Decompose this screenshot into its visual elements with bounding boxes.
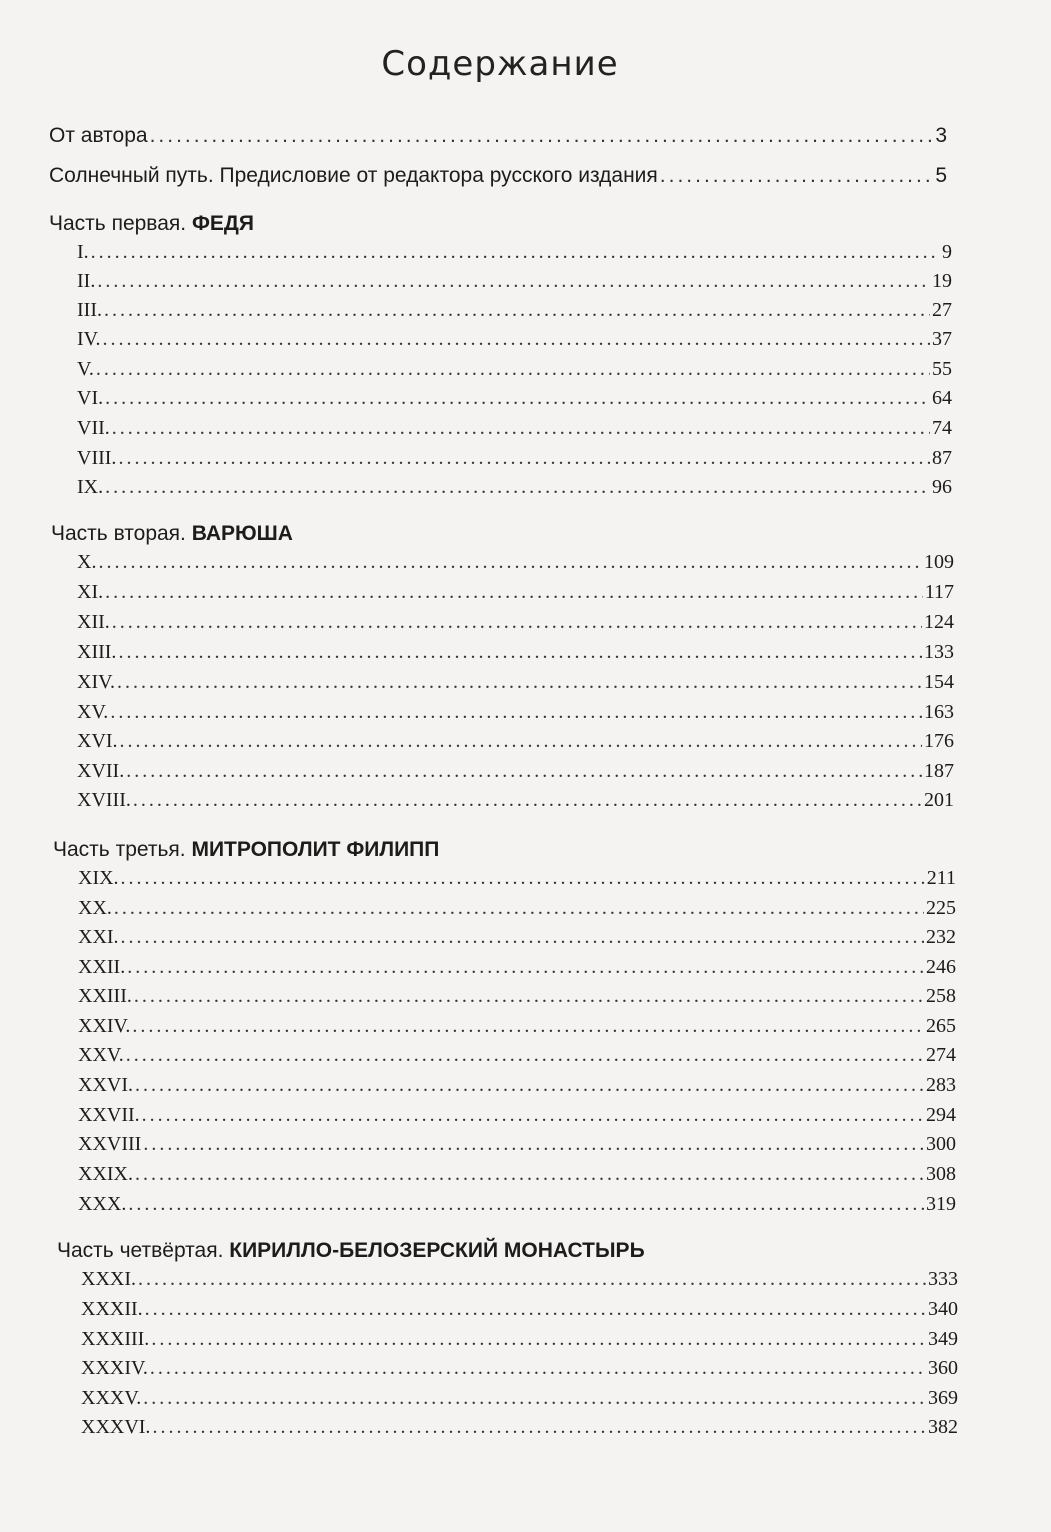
toc-chapter [78, 1190, 956, 1218]
leader-dots [105, 578, 923, 606]
part-heading [51, 520, 293, 548]
chapter-page: 319 [926, 1193, 956, 1215]
leader-dots [112, 414, 930, 442]
leader-dots [118, 638, 922, 666]
chapter-label: XX. [78, 897, 112, 919]
part-prefix: Часть четвёртая. [57, 1239, 230, 1262]
toc-chapter [77, 444, 952, 472]
toc-entry-preface [49, 162, 947, 190]
chapter-page: 349 [928, 1328, 958, 1350]
chapter-label: XI. [77, 581, 104, 603]
toc-chapter [77, 698, 954, 726]
toc-chapter [78, 1071, 956, 1099]
chapter-page: 232 [926, 926, 956, 948]
chapter-label: XIII. [77, 641, 117, 663]
leader-dots [121, 923, 924, 951]
chapter-page: 211 [926, 867, 956, 889]
leader-dots [91, 238, 940, 266]
part-prefix: Часть третья. [53, 838, 192, 861]
toc-chapter [81, 1413, 958, 1441]
chapter-label: X. [77, 551, 97, 573]
toc-chapter [77, 238, 952, 266]
chapter-label: IV. [77, 328, 101, 350]
chapter-label: XXXIII. [81, 1328, 150, 1350]
toc-entry-page: 3 [935, 124, 947, 147]
chapter-label: II. [77, 270, 96, 292]
toc-entry-page: 5 [935, 164, 947, 187]
leader-dots [134, 982, 924, 1010]
chapter-page: 163 [924, 701, 954, 723]
toc-chapter [78, 953, 956, 981]
leader-dots [135, 1160, 924, 1188]
chapter-label: XXVII. [78, 1104, 140, 1126]
toc-chapter [77, 355, 952, 383]
chapter-page: 117 [924, 581, 954, 603]
chapter-label: XXX. [78, 1193, 127, 1215]
chapter-label: XII. [77, 611, 110, 633]
part-heading [57, 1237, 645, 1265]
part-name: ВАРЮША [191, 522, 293, 545]
leader-dots [150, 1354, 926, 1382]
chapter-label: XXXVI. [81, 1416, 151, 1438]
chapter-label: VIII. [77, 447, 117, 469]
toc-chapter [77, 727, 954, 755]
chapter-page: 274 [926, 1044, 956, 1066]
chapter-label: XXI. [78, 926, 119, 948]
chapter-page: 340 [928, 1298, 958, 1320]
chapter-label: XXIV. [78, 1015, 131, 1037]
toc-chapter [77, 668, 954, 696]
chapter-label: XV. [77, 701, 109, 723]
chapter-page: 265 [926, 1015, 956, 1037]
part-prefix: Часть вторая. [51, 522, 192, 545]
toc-chapter [77, 414, 952, 442]
toc-chapter [77, 608, 954, 636]
chapter-page: 109 [924, 551, 954, 573]
chapter-label: XIV. [77, 671, 115, 693]
chapter-page: 19 [932, 270, 952, 292]
chapter-page: 333 [928, 1268, 958, 1290]
toc-entry-label: От автора [49, 124, 148, 147]
leader-dots [97, 267, 930, 295]
leader-dots [98, 548, 922, 576]
leader-dots [114, 894, 924, 922]
chapter-page: 74 [932, 417, 952, 439]
toc-chapter [77, 325, 952, 353]
leader-dots [105, 384, 930, 412]
part-heading [49, 210, 254, 238]
toc-chapter [81, 1325, 958, 1353]
chapter-page: 187 [924, 760, 954, 782]
chapter-page: 258 [926, 985, 956, 1007]
leader-dots [142, 1101, 924, 1129]
toc-chapter [81, 1384, 958, 1412]
chapter-page: 294 [926, 1104, 956, 1126]
chapter-label: III. [77, 299, 102, 321]
leader-dots [151, 1325, 926, 1353]
part-name: МИТРОПОЛИТ ФИЛИПП [191, 838, 440, 861]
toc-entry-author [49, 122, 947, 150]
toc-chapter [78, 923, 956, 951]
leader-dots [126, 1041, 924, 1069]
chapter-label: XXXIV. [81, 1357, 148, 1379]
chapter-label: XVIII. [77, 789, 131, 811]
toc-chapter [81, 1295, 958, 1323]
chapter-label: XXV. [78, 1044, 124, 1066]
chapter-page: 87 [932, 447, 952, 469]
chapter-page: 308 [926, 1163, 956, 1185]
chapter-label: XXII. [78, 956, 126, 978]
leader-dots [152, 1413, 926, 1441]
toc-chapter [77, 384, 952, 412]
toc-chapter [81, 1265, 958, 1293]
chapter-label: XIX. [78, 867, 119, 889]
chapter-label: V. [77, 358, 94, 380]
leader-dots [96, 355, 930, 383]
toc-chapter [77, 757, 954, 785]
chapter-page: 201 [924, 789, 954, 811]
chapter-label: XXXI. [81, 1268, 136, 1290]
chapter-page: 382 [928, 1416, 958, 1438]
chapter-label: XXVIII [78, 1133, 142, 1155]
chapter-label: I. [77, 241, 89, 263]
toc-chapter [77, 578, 954, 606]
chapter-page: 176 [924, 730, 954, 752]
chapter-label: XXVI. [78, 1074, 133, 1096]
toc-chapter [77, 473, 952, 501]
toc-chapter [77, 548, 954, 576]
toc-chapter [78, 1130, 956, 1158]
part-heading [53, 836, 439, 864]
toc-chapter [77, 267, 952, 295]
chapter-page: 55 [932, 358, 952, 380]
chapter-page: 360 [928, 1357, 958, 1379]
chapter-label: XXIX. [78, 1163, 133, 1185]
toc-chapter [78, 894, 956, 922]
part-prefix: Часть первая. [49, 212, 192, 235]
toc-chapter [81, 1354, 958, 1382]
chapter-page: 96 [932, 476, 952, 498]
leader-dots [133, 786, 922, 814]
part-name: КИРИЛЛО-БЕЛОЗЕРСКИЙ МОНАСТЫРЬ [229, 1239, 645, 1262]
toc-chapter [78, 1012, 956, 1040]
toc-chapter [78, 1101, 956, 1129]
chapter-page: 246 [926, 956, 956, 978]
leader-dots [105, 473, 930, 501]
chapter-label: IX. [77, 476, 104, 498]
page-title: Содержание [381, 44, 619, 84]
chapter-label: XVI. [77, 730, 118, 752]
toc-chapter [78, 1160, 956, 1188]
chapter-page: 225 [926, 897, 956, 919]
leader-dots [150, 122, 934, 150]
toc-chapter [78, 864, 956, 892]
leader-dots [145, 1295, 926, 1323]
chapter-page: 9 [942, 241, 952, 263]
leader-dots [660, 162, 934, 190]
chapter-page: 369 [928, 1387, 958, 1409]
toc-chapter [77, 296, 952, 324]
toc-chapter [77, 786, 954, 814]
chapter-page: 133 [924, 641, 954, 663]
chapter-page: 124 [924, 611, 954, 633]
toc-chapter [77, 638, 954, 666]
leader-dots [143, 1384, 926, 1412]
leader-dots [104, 296, 930, 324]
chapter-label: VII. [77, 417, 110, 439]
chapter-label: XXIII. [78, 985, 132, 1007]
toc-chapter [78, 1041, 956, 1069]
leader-dots [126, 757, 922, 785]
leader-dots [138, 1265, 926, 1293]
chapter-label: XVII. [77, 760, 125, 782]
leader-dots [121, 864, 925, 892]
toc-chapter [78, 982, 956, 1010]
chapter-page: 37 [932, 328, 952, 350]
chapter-page: 283 [926, 1074, 956, 1096]
chapter-page: 27 [932, 299, 952, 321]
leader-dots [118, 444, 930, 472]
leader-dots [132, 1012, 924, 1040]
leader-dots [117, 668, 922, 696]
leader-dots [112, 608, 922, 636]
chapter-label: XXXII. [81, 1298, 143, 1320]
chapter-label: VI. [77, 387, 104, 409]
leader-dots [120, 727, 922, 755]
leader-dots [103, 325, 930, 353]
toc-entry-label: Солнечный путь. Предисловие от редактора русского издания [49, 164, 658, 187]
chapter-page: 300 [926, 1133, 956, 1155]
leader-dots [135, 1071, 924, 1099]
leader-dots [143, 1130, 924, 1158]
leader-dots [110, 698, 922, 726]
leader-dots [128, 1190, 924, 1218]
leader-dots [127, 953, 924, 981]
part-name: ФЕДЯ [191, 212, 254, 235]
chapter-page: 154 [924, 671, 954, 693]
chapter-page: 64 [932, 387, 952, 409]
chapter-label: XXXV. [81, 1387, 142, 1409]
